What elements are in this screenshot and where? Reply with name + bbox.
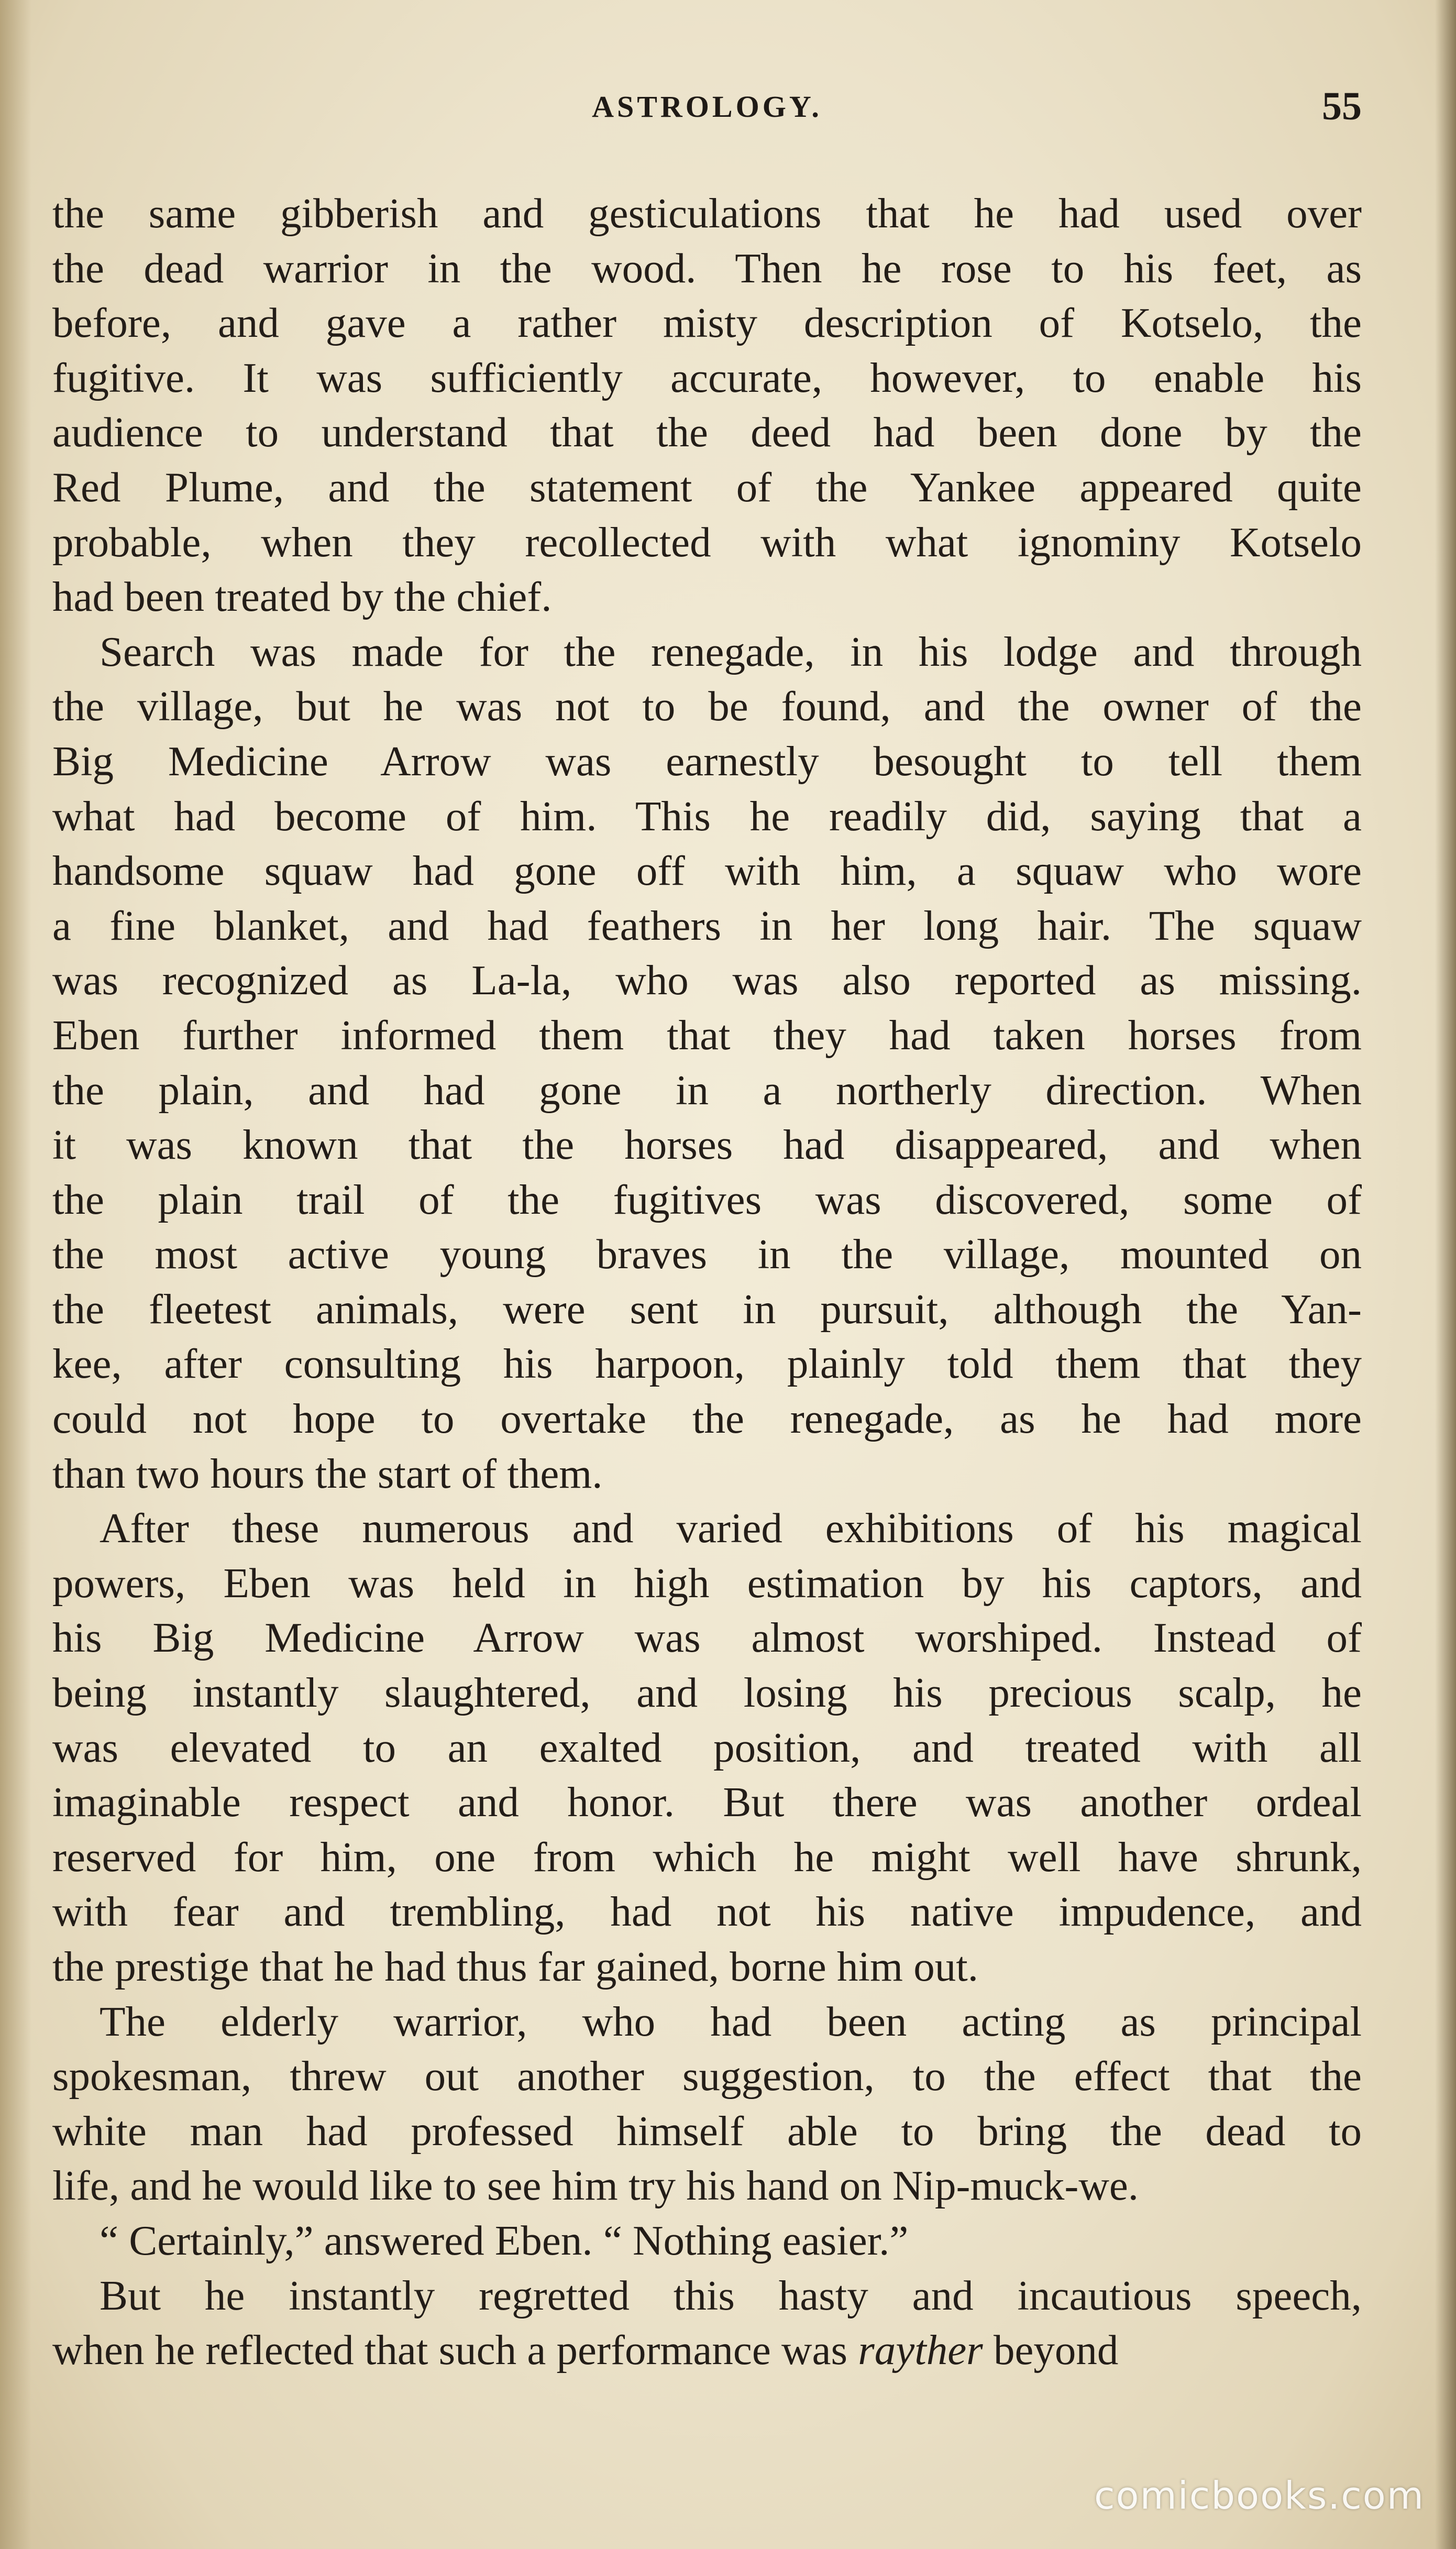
text-line: the village, but he was not to be found, and the owner of the (52, 683, 1362, 730)
text-line: the most active young braves in the village, mounted on (52, 1230, 1362, 1278)
text-line: than two hours the start of them. (52, 1449, 603, 1497)
text-line: the prestige that he had thus far gained, borne him out. (52, 1943, 978, 1990)
text-line: the same gibberish and gesticulations that he had used over (52, 190, 1362, 237)
text-line: white man had professed himself able to bring the dead to (52, 2107, 1362, 2155)
text-line: what had become of him. This he readily did, saying that a (52, 792, 1362, 840)
text-line: when he reflected that such a performance was rayther beyond (52, 2326, 1119, 2374)
text-line: “ Certainly,” answered Eben. “ Nothing easier.” (100, 2216, 909, 2264)
text-line: his Big Medicine Arrow was almost worshiped. Instead of (52, 1614, 1362, 1662)
text-line: could not hope to overtake the renegade, as he had more (52, 1395, 1362, 1443)
text-line: reserved for him, one from which he might well have shrunk, (52, 1833, 1362, 1881)
text-line: life, and he would like to see him try his hand on Nip-muck-we. (52, 2162, 1139, 2210)
text-line: spokesman, threw out another suggestion, to the effect that the (52, 2052, 1362, 2100)
text-line: audience to understand that the deed had been done by the (52, 409, 1362, 456)
italic-word: rayther (858, 2326, 983, 2374)
text-line: with fear and trembling, had not his native impudence, and (52, 1888, 1362, 1936)
watermark-text: comicbooks.com (1094, 2474, 1425, 2518)
running-title: ASTROLOGY. (592, 90, 822, 124)
text-line: After these numerous and varied exhibitions of his magical (100, 1504, 1362, 1552)
paragraph (52, 186, 1362, 624)
paragraph (52, 1501, 1362, 1994)
paragraph (52, 2268, 1362, 2378)
text-line: fugitive. It was sufficiently accurate, however, to enable his (52, 354, 1362, 401)
text-line: probable, when they recollected with what ignominy Kotselo (52, 518, 1362, 566)
paragraph (52, 624, 1362, 1501)
text-line: the fleetest animals, were sent in pursuit, although the Yan- (52, 1285, 1362, 1333)
text-line: a fine blanket, and had feathers in her long hair. The squaw (52, 902, 1362, 949)
text-line: The elderly warrior, who had been acting as principal (100, 1997, 1362, 2045)
page-number: 55 (1322, 84, 1362, 128)
text-line: the plain, and had gone in a northerly direction. When (52, 1066, 1362, 1114)
text-line: was elevated to an exalted position, and treated with all (52, 1723, 1362, 1771)
text-line: powers, Eben was held in high estimation by his captors, and (52, 1559, 1362, 1607)
text-line: But he instantly regretted this hasty and incautious speech, (100, 2271, 1362, 2319)
text-line: kee, after consulting his harpoon, plainly told them that they (52, 1340, 1362, 1388)
text-line: was recognized as La-la, who was also reported as missing. (52, 957, 1362, 1004)
text-line: the plain trail of the fugitives was discovered, some of (52, 1175, 1362, 1223)
text-line: it was known that the horses had disappeared, and when (52, 1121, 1362, 1169)
body-text (52, 186, 1362, 2378)
text-line: being instantly slaughtered, and losing his precious scalp, he (52, 1669, 1362, 1717)
page-header (52, 84, 1362, 136)
text-line: handsome squaw had gone off with him, a squaw who wore (52, 847, 1362, 895)
text-line: Big Medicine Arrow was earnestly besought to tell them (52, 737, 1362, 785)
text-line: Search was made for the renegade, in his lodge and through (100, 628, 1362, 675)
text-line: Red Plume, and the statement of the Yankee appeared quite (52, 463, 1362, 511)
text-line: had been treated by the chief. (52, 573, 552, 621)
text-line: Eben further informed them that they had taken horses from (52, 1011, 1362, 1059)
paragraph (52, 1994, 1362, 2213)
text-line: the dead warrior in the wood. Then he rose to his feet, as (52, 244, 1362, 292)
paragraph (52, 2213, 1362, 2268)
text-line: imaginable respect and honor. But there was another ordeal (52, 1778, 1362, 1826)
text-line: before, and gave a rather misty description of Kotselo, the (52, 299, 1362, 347)
